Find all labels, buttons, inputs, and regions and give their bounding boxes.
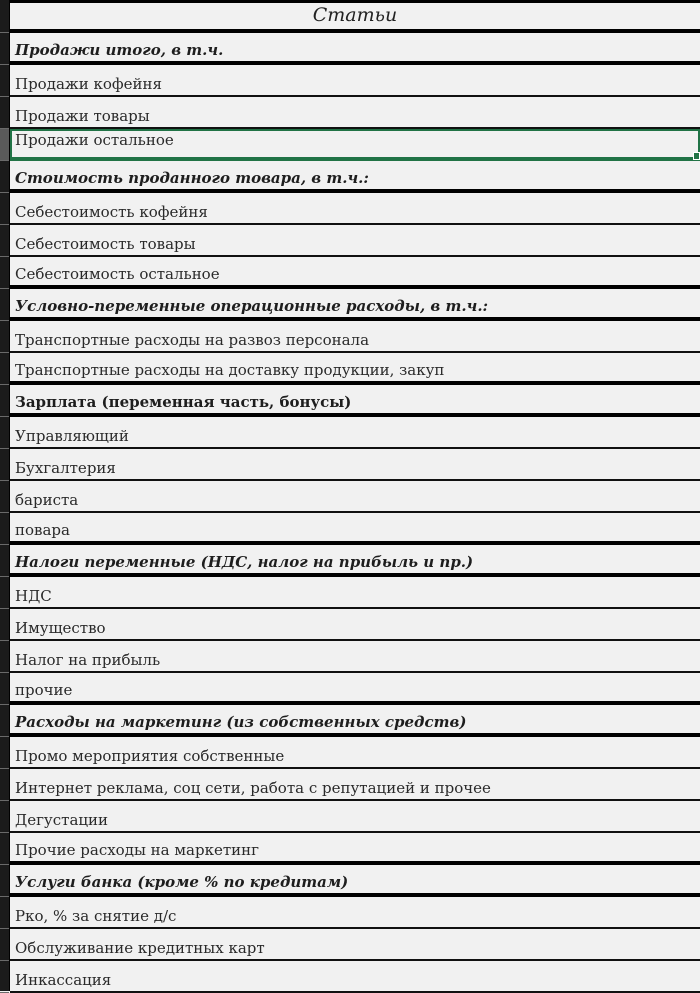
row-header-separator xyxy=(0,320,9,321)
row-header-separator xyxy=(0,32,9,33)
cell-text: НДС xyxy=(15,587,52,605)
cell-text: Зарплата (переменная часть, бонусы) xyxy=(15,393,352,411)
cell-text: Инкассация xyxy=(15,971,112,989)
cell-item[interactable] xyxy=(10,225,700,257)
row-header-separator xyxy=(0,768,9,769)
cell-text: бариста xyxy=(15,491,79,509)
row-header-selected[interactable] xyxy=(0,129,9,161)
cell-item[interactable] xyxy=(10,193,700,225)
cell-item[interactable] xyxy=(10,449,700,481)
cell-item[interactable] xyxy=(10,481,700,513)
cell-text: повара xyxy=(15,521,70,539)
cell-item[interactable] xyxy=(10,353,700,385)
cell-section-header[interactable] xyxy=(10,161,700,193)
cell-text: Имущество xyxy=(15,619,106,637)
row-header-separator xyxy=(0,448,9,449)
cell-item[interactable] xyxy=(10,577,700,609)
cell-item[interactable] xyxy=(10,801,700,833)
cell-text: Продажи товары xyxy=(15,107,150,125)
cell-text: Продажи остальное xyxy=(15,131,174,149)
cell-item[interactable] xyxy=(10,417,700,449)
cell-item[interactable] xyxy=(10,129,700,161)
cell-item[interactable] xyxy=(10,321,700,353)
cell-section-header[interactable] xyxy=(10,289,700,321)
row-header-separator xyxy=(0,864,9,865)
cell-item[interactable] xyxy=(10,257,700,289)
cell-text: Прочие расходы на маркетинг xyxy=(15,841,259,859)
cell-item[interactable] xyxy=(10,929,700,961)
row-header-separator xyxy=(0,640,9,641)
cell-text: Услуги банка (кроме % по кредитам) xyxy=(15,873,349,891)
row-header-separator xyxy=(0,832,9,833)
cell-item[interactable] xyxy=(10,961,700,993)
cell-section-header[interactable] xyxy=(10,545,700,577)
row-header-separator xyxy=(0,64,9,65)
row-header-separator xyxy=(0,352,9,353)
row-header-separator xyxy=(0,384,9,385)
cell-text: Себестоимость кофейня xyxy=(15,203,208,221)
cell-section-header[interactable] xyxy=(10,33,700,65)
cell-text: Налог на прибыль xyxy=(15,651,161,669)
row-header-separator xyxy=(0,288,9,289)
cell-text: Расходы на маркетинг (из собственных средств) xyxy=(15,713,467,731)
cell-item[interactable] xyxy=(10,897,700,929)
row-header-separator xyxy=(0,96,9,97)
cell-item[interactable] xyxy=(10,609,700,641)
row-header-separator xyxy=(0,480,9,481)
row-header-separator xyxy=(0,704,9,705)
cell-text: Стоимость проданного товара, в т.ч.: xyxy=(15,169,369,187)
cell-text: Управляющий xyxy=(15,427,129,445)
cell-item[interactable] xyxy=(10,769,700,801)
cell-text: Продажи итого, в т.ч. xyxy=(15,41,224,59)
cell-text: Интернет реклама, соц сети, работа с репутацией и прочее xyxy=(15,779,491,797)
row-header-separator xyxy=(0,960,9,961)
cell-text: Транспортные расходы на развоз персонала xyxy=(15,331,370,349)
cell-text: Дегустации xyxy=(15,811,109,829)
row-header-separator xyxy=(0,512,9,513)
cell-item[interactable] xyxy=(10,97,700,129)
row-header-separator xyxy=(0,928,9,929)
cell-text: Продажи кофейня xyxy=(15,75,162,93)
cell-text: Себестоимость товары xyxy=(15,235,196,253)
cell-item[interactable] xyxy=(10,513,700,545)
row-header-separator xyxy=(0,672,9,673)
fill-handle[interactable] xyxy=(693,152,700,160)
cell-text: Промо мероприятия собственные xyxy=(15,747,285,765)
column-title-cell[interactable] xyxy=(10,0,700,33)
column-title: Статьи xyxy=(312,4,398,26)
cell-item[interactable] xyxy=(10,673,700,705)
row-header-column[interactable] xyxy=(0,0,10,991)
cell-item[interactable] xyxy=(10,737,700,769)
row-header-separator xyxy=(0,800,9,801)
row-header-separator xyxy=(0,896,9,897)
cell-section-header[interactable] xyxy=(10,865,700,897)
cell-section-header[interactable] xyxy=(10,705,700,737)
row-header-separator xyxy=(0,160,9,161)
cell-text: Бухгалтерия xyxy=(15,459,116,477)
cell-item[interactable] xyxy=(10,641,700,673)
row-header-separator xyxy=(0,544,9,545)
cell-text: Рко, % за снятие д/с xyxy=(15,907,177,925)
spreadsheet xyxy=(10,0,700,993)
row-header-separator xyxy=(0,416,9,417)
cell-text: Налоги переменные (НДС, налог на прибыль и пр.) xyxy=(15,553,474,571)
cell-text: Условно-переменные операционные расходы, в т.ч.: xyxy=(15,297,489,315)
row-header-separator xyxy=(0,192,9,193)
cell-item[interactable] xyxy=(10,65,700,97)
cell-text: прочие xyxy=(15,681,73,699)
cell-text: Обслуживание кредитных карт xyxy=(15,939,265,957)
cell-section-header[interactable] xyxy=(10,385,700,417)
row-header-separator xyxy=(0,576,9,577)
cell-item[interactable] xyxy=(10,833,700,865)
row-header-separator xyxy=(0,736,9,737)
cell-text: Себестоимость остальное xyxy=(15,265,220,283)
row-header-separator xyxy=(0,608,9,609)
cell-text: Транспортные расходы на доставку продукции, закуп xyxy=(15,361,445,379)
row-header-separator xyxy=(0,224,9,225)
row-header-separator xyxy=(0,256,9,257)
